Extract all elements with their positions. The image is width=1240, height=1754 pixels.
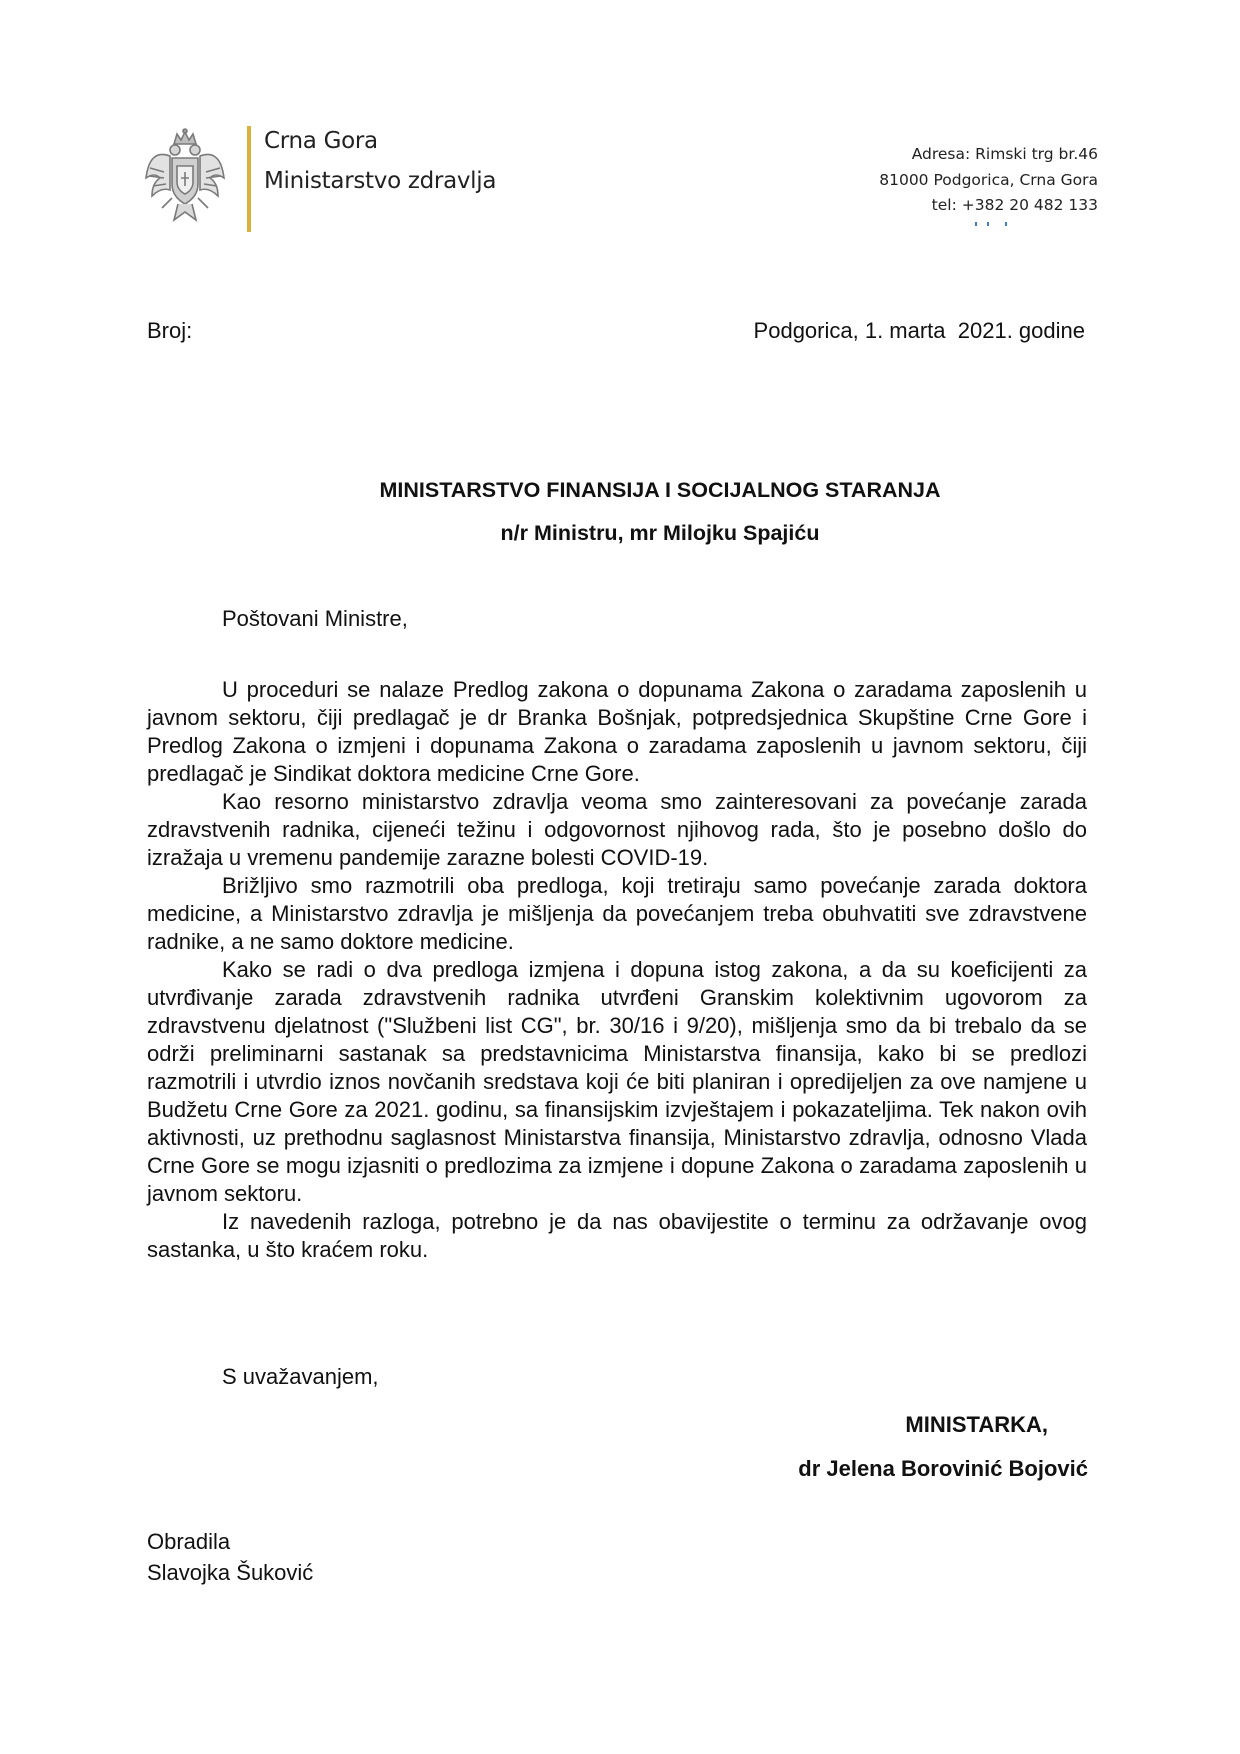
institution-ministry: Ministarstvo zdravlja — [264, 168, 497, 194]
address-city: 81000 Podgorica, Crna Gora — [879, 170, 1098, 189]
salutation: Poštovani Ministre, — [222, 606, 408, 631]
letter-body — [147, 676, 1087, 1264]
body-paragraph: Kao resorno ministarstvo zdravlja veoma smo zainteresovani za povećanje zarada zdravstvenih radnika, cijeneći težinu i odgovornost njihovog rada, što je posebno došlo do izražaja u vremenu pandemije zarazne bolesti COVID-19. — [147, 789, 1087, 870]
prepared-by-block — [147, 1526, 313, 1588]
signature-title: MINISTARKA, — [905, 1412, 1048, 1437]
address-street: Adresa: Rimski trg br.46 — [911, 145, 1098, 163]
document-date: Podgorica, 1. marta 2021. godine — [753, 318, 1085, 343]
body-paragraph: U proceduri se nalaze Predlog zakona o dopunama Zakona o zaradama zaposlenih u javnom sektoru, čiji predlagač je dr Branka Bošnjak, potpredsjednica Skupštine Crne Gore i Predlog Zakona o izmjeni i dopunama Zakona o zaradama zaposlenih u javnom sektoru, čiji predlagač je Sindikat doktora medicine Crne Gore. — [147, 677, 1087, 786]
recipient-person: n/r Ministru, mr Milojku Spajiću — [500, 521, 820, 545]
closing-phrase: S uvažavanjem, — [222, 1364, 379, 1389]
signature-name: dr Jelena Borovinić Bojović — [798, 1456, 1088, 1481]
body-paragraph: Kako se radi o dva predloga izmjena i dopuna istog zakona, a da su koeficijenti za utvrđivanje zarada zdravstvenih radnika utvrđeni Granskim kolektivnim ugovorom za zdravstvenu djelatnost ("Službeni list CG", br. 30/16 i 9/20), mišljenja smo da bi trebalo da se održi preliminarni sastanak sa predstavnicima Ministarstva finansija, kako bi se predlozi razmotrili i utvrdio iznos novčanih sredstava koji će biti planiran i opredijeljen za ove namjene u Budžetu Crne Gore za 2021. godinu, sa finansijskim izvještajem i pokazateljima. Tek nakon ovih aktivnosti, uz prethodnu saglasnost Ministarstva finansija, Ministarstvo zdravlja, odnosno Vlada Crne Gore se mogu izjasniti o predlozima za izmjene i dopune Zakona o zaradama zaposlenih u javnom sektoru. — [147, 957, 1087, 1206]
prepared-by-name: Slavojka Šuković — [147, 1560, 314, 1585]
address-block — [879, 142, 1098, 219]
prepared-by-label: Obradila — [147, 1529, 231, 1554]
recipient-institution: MINISTARSTVO FINANSIJA I SOCIJALNOG STARANJA — [379, 478, 941, 502]
coat-of-arms-icon — [144, 128, 226, 228]
address-phone: tel: +382 20 482 133 — [931, 196, 1098, 214]
body-paragraph: Brižljivo smo razmotrili oba predloga, koji tretiraju samo povećanje zarada doktora medicine, a Ministarstvo zdravlja je mišljenja da povećanjem treba obuhvatiti sve zdravstvene radnike, a ne samo doktore medicine. — [147, 873, 1087, 954]
document-number-label: Broj: — [147, 318, 193, 343]
letterhead-accent-bar — [247, 126, 251, 232]
institution-country: Crna Gora — [264, 128, 378, 154]
body-paragraph: Iz navedenih razloga, potrebno je da nas obavijestite o terminu za održavanje ovog sastanka, u što kraćem roku. — [147, 1209, 1087, 1262]
address-email-fragment — [975, 222, 1015, 228]
